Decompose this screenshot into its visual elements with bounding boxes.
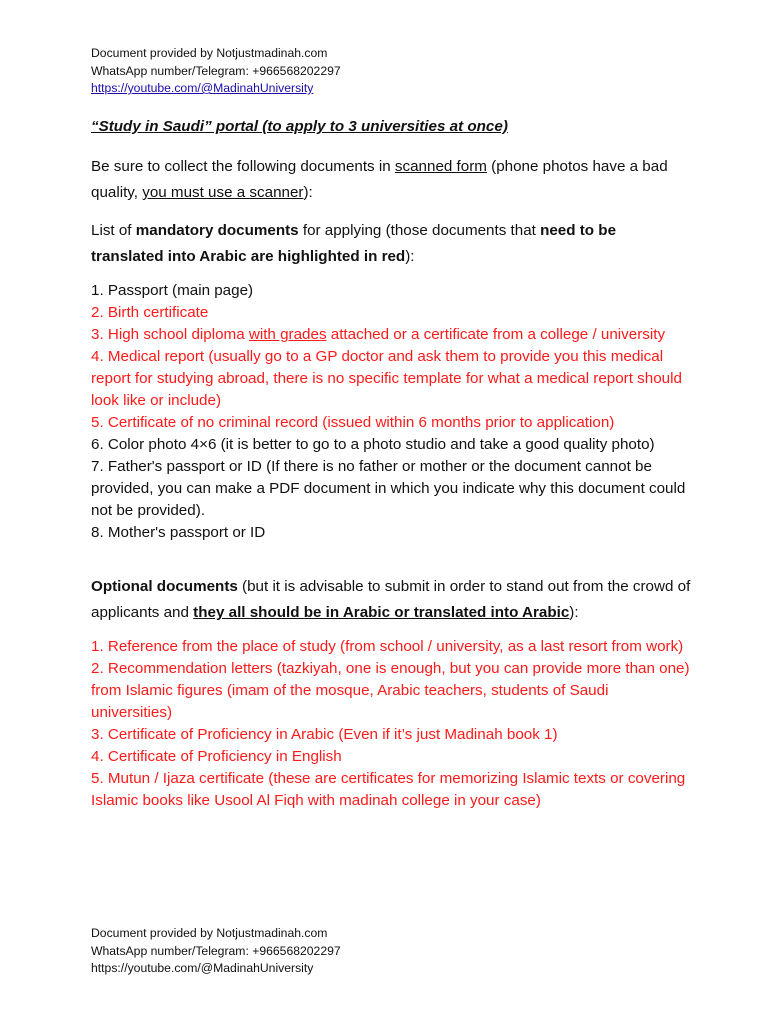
mandatory-intro-text-2: for applying (those documents that [298, 222, 541, 239]
header-provider-line: Document provided by Notjustmadinah.com [91, 46, 328, 60]
optional-intro-bold: Optional documents [91, 578, 238, 595]
list-item: 2. Recommendation letters (tazkiyah, one is enough, but you can provide more than one) from Islamic figures (imam of the mosque, Arabic teachers, students of Saudi universities) [91, 660, 690, 721]
footer-provider-line: Document provided by Notjustmadinah.com [91, 926, 328, 940]
document-body [91, 116, 691, 812]
intro-text-3: ): [303, 184, 313, 201]
list-item: 6. Color photo 4×6 (it is better to go to a photo studio and take a good quality photo) [91, 436, 655, 453]
list-item: 5. Mutun / Ijaza certificate (these are certificates for memorizing Islamic texts or covering Islamic books like Usool Al Fiqh with madinah college in your case) [91, 770, 686, 809]
mandatory-documents-list [91, 280, 691, 544]
page-footer [91, 925, 341, 978]
section-spacer [91, 544, 691, 574]
list-item [91, 324, 691, 346]
mandatory-intro-bold-1: mandatory documents [135, 222, 299, 239]
list-item: 5. Certificate of no criminal record (issued within 6 months prior to application) [91, 414, 615, 431]
intro-text-1: Be sure to collect the following documents in [91, 158, 395, 175]
intro-underline-1: scanned form [394, 158, 487, 175]
header-contact-line: WhatsApp number/Telegram: +966568202297 [91, 63, 341, 78]
footer-youtube-line: https://youtube.com/@MadinahUniversity [91, 961, 314, 975]
intro-paragraph [91, 154, 691, 206]
document-title: “Study in Saudi” portal (to apply to 3 universities at once) [91, 118, 508, 135]
optional-intro-text-1: (but it is advisable to submit in order to stand out from the crowd of applicants and [91, 578, 691, 621]
list-item: 1. Reference from the place of study (from school / university, as a last resort from work) [91, 638, 684, 655]
list-item-underline: with grades [248, 326, 327, 343]
intro-underline-2: you must use a scanner [142, 184, 304, 201]
list-item: 1. Passport (main page) [91, 282, 254, 299]
mandatory-intro-text-1: List of [91, 222, 136, 239]
mandatory-intro-paragraph [91, 218, 691, 270]
mandatory-intro-bold-2: need to be translated into Arabic are highlighted in red [91, 222, 617, 265]
intro-text-2: (phone photos have a bad quality, [91, 158, 668, 201]
page-header [91, 45, 341, 98]
mandatory-intro-text-3: ): [405, 248, 415, 265]
list-item-text: attached or a certificate from a college / university [326, 326, 666, 343]
list-item: 8. Mother's passport or ID [91, 524, 266, 541]
optional-intro-bold-underline: they all should be in Arabic or translated into Arabic [193, 604, 570, 621]
list-item: 4. Certificate of Proficiency in English [91, 748, 342, 765]
list-item: 3. Certificate of Proficiency in Arabic (Even if it’s just Madinah book 1) [91, 726, 558, 743]
optional-intro-paragraph [91, 574, 691, 626]
footer-contact-line: WhatsApp number/Telegram: +966568202297 [91, 943, 341, 958]
optional-documents-list [91, 636, 691, 812]
list-item: 4. Medical report (usually go to a GP doctor and ask them to provide you this medical report for studying abroad, there is no specific template for what a medical report should look like or include) [91, 348, 682, 409]
optional-intro-text-2: ): [569, 604, 579, 621]
list-item-text: 3. High school diploma [91, 326, 249, 343]
list-item: 7. Father's passport or ID (If there is no father or mother or the document cannot be provided, you can make a PDF document in which you indicate why this document could not be provided). [91, 458, 686, 519]
header-youtube-link[interactable]: https://youtube.com/@MadinahUniversity [91, 81, 314, 95]
list-item: 2. Birth certificate [91, 304, 209, 321]
